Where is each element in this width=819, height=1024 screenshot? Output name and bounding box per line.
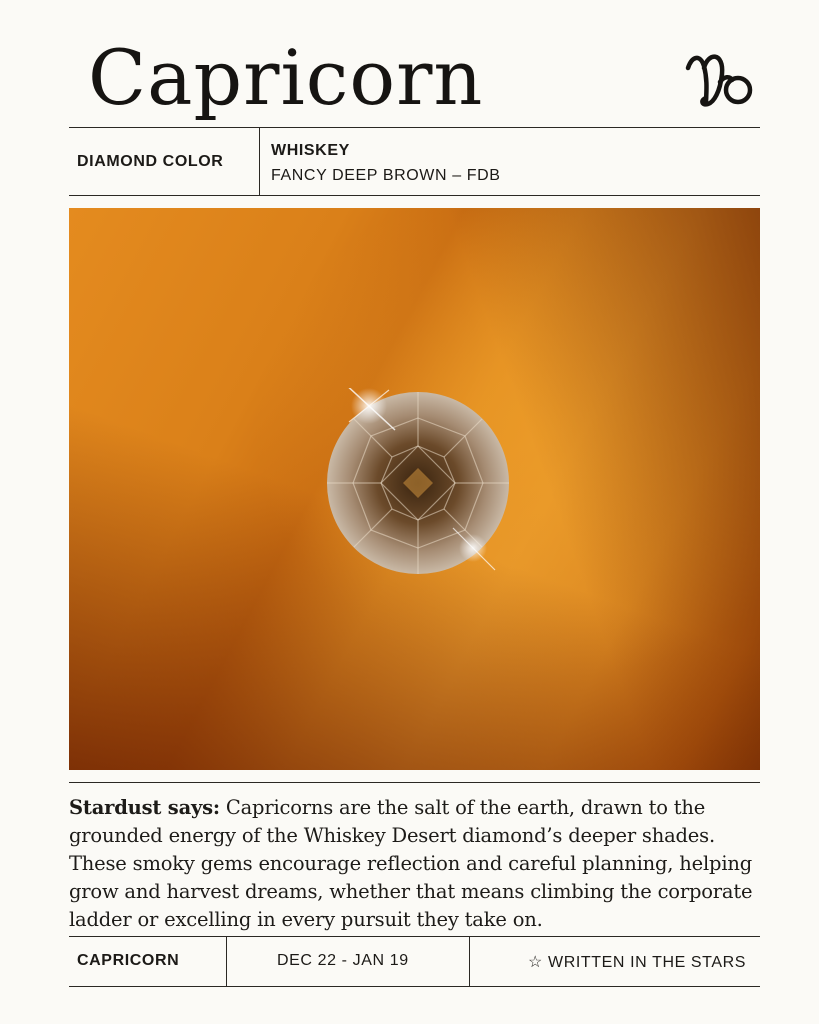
- diamond-color-name: WHISKEY: [271, 142, 350, 159]
- description: [69, 794, 769, 934]
- capricorn-glyph-icon: [684, 46, 756, 110]
- divider-photo-bottom: [69, 782, 760, 783]
- diamond-color-grade: FANCY DEEP BROWN – FDB: [271, 167, 501, 184]
- divider-info-bottom: [69, 195, 760, 196]
- divider-footer-2: [469, 936, 470, 986]
- divider-footer-bottom: [69, 986, 760, 987]
- description-lead: Stardust says:: [69, 796, 220, 819]
- page-title: Capricorn: [88, 33, 484, 122]
- description-text: Capricorns are the salt of the earth, drawn to the grounded energy of the Whiskey Desert diamond’s deeper shades. These smoky gems encourage reflection and careful planning, helping grow and harvest dreams, whether that means climbing the corporate ladder or excelling in every pursuit they take on.: [69, 796, 753, 931]
- footer-tagline: ☆ WRITTEN IN THE STARS: [528, 954, 747, 971]
- divider-top: [69, 127, 760, 128]
- diamond-color-label: DIAMOND COLOR: [77, 153, 224, 170]
- divider-footer-top: [69, 936, 760, 937]
- divider-footer-1: [226, 936, 227, 986]
- footer-sign: CAPRICORN: [77, 952, 180, 969]
- divider-vertical-info: [259, 127, 260, 195]
- diamond-icon: [323, 388, 513, 578]
- footer-dates: DEC 22 - JAN 19: [277, 952, 409, 969]
- diamond-photo: [69, 208, 760, 770]
